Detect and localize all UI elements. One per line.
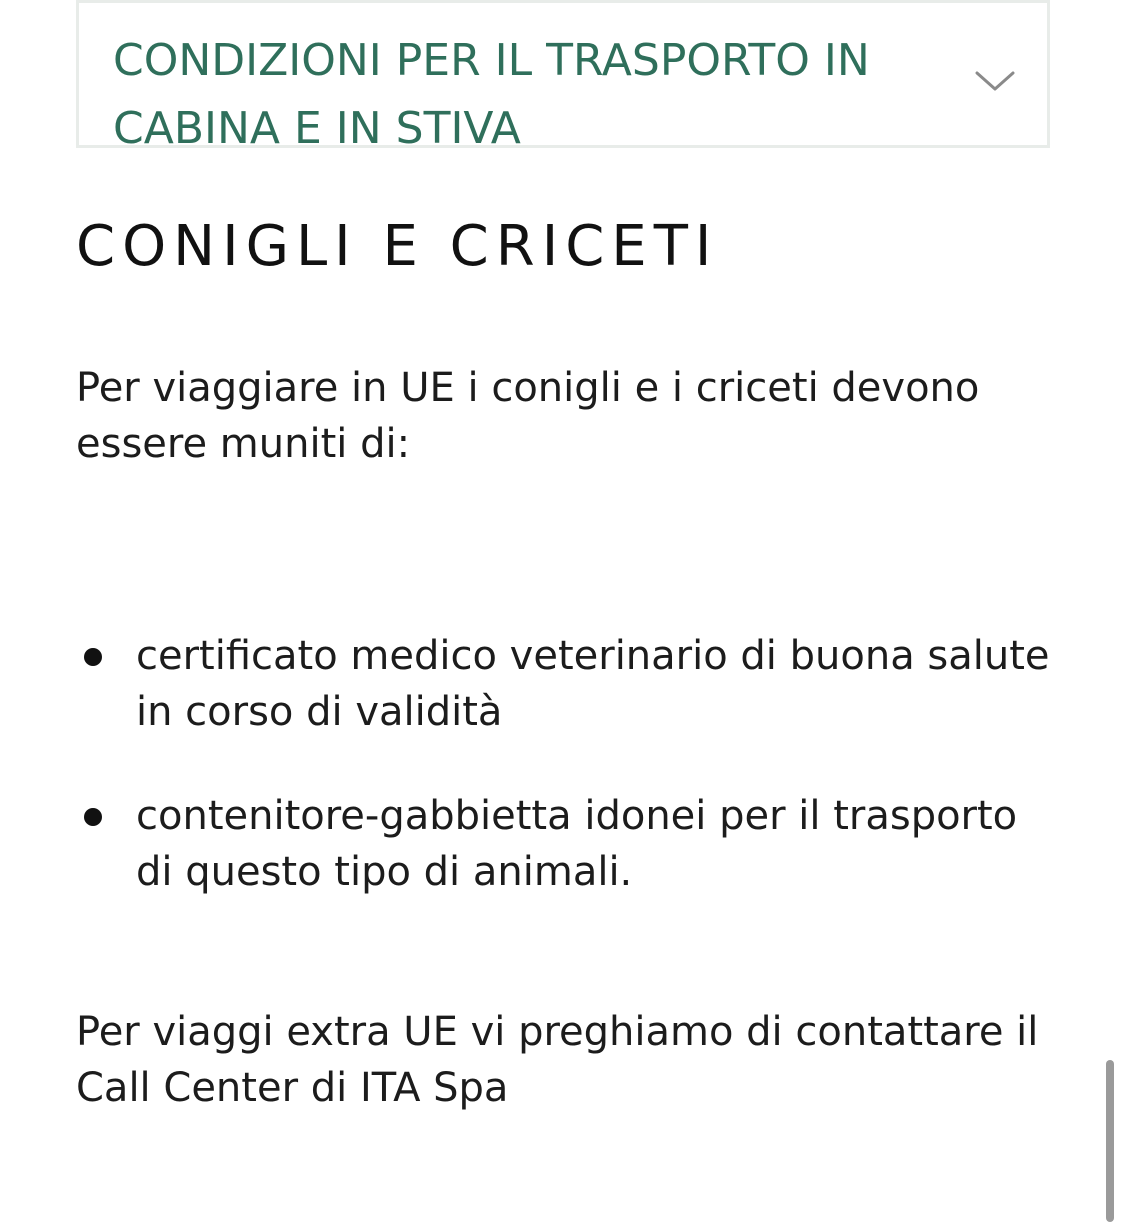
list-item <box>76 788 1056 900</box>
bullet-icon <box>84 808 102 826</box>
scrollbar-thumb[interactable] <box>1106 1060 1114 1222</box>
chevron-down-icon[interactable] <box>975 69 1015 93</box>
list-item-text: certificato medico veterinario di buona salute in corso di validità <box>136 633 1050 735</box>
section-heading: CONIGLI E CRICETI <box>76 214 719 279</box>
requirements-list <box>76 628 1056 948</box>
accordion-header[interactable] <box>76 0 1050 154</box>
list-item <box>76 628 1056 740</box>
bullet-icon <box>84 648 102 666</box>
accordion-title[interactable]: CONDIZIONI PER IL TRASPORTO IN CABINA E IN STIVA <box>113 35 870 154</box>
intro-paragraph: Per viaggiare in UE i conigli e i criceti devono essere muniti di: <box>76 365 980 467</box>
list-item-text: contenitore-gabbietta idonei per il trasporto di questo tipo di animali. <box>136 793 1018 895</box>
footer-paragraph: Per viaggi extra UE vi preghiamo di contattare il Call Center di ITA Spa <box>76 1009 1039 1111</box>
